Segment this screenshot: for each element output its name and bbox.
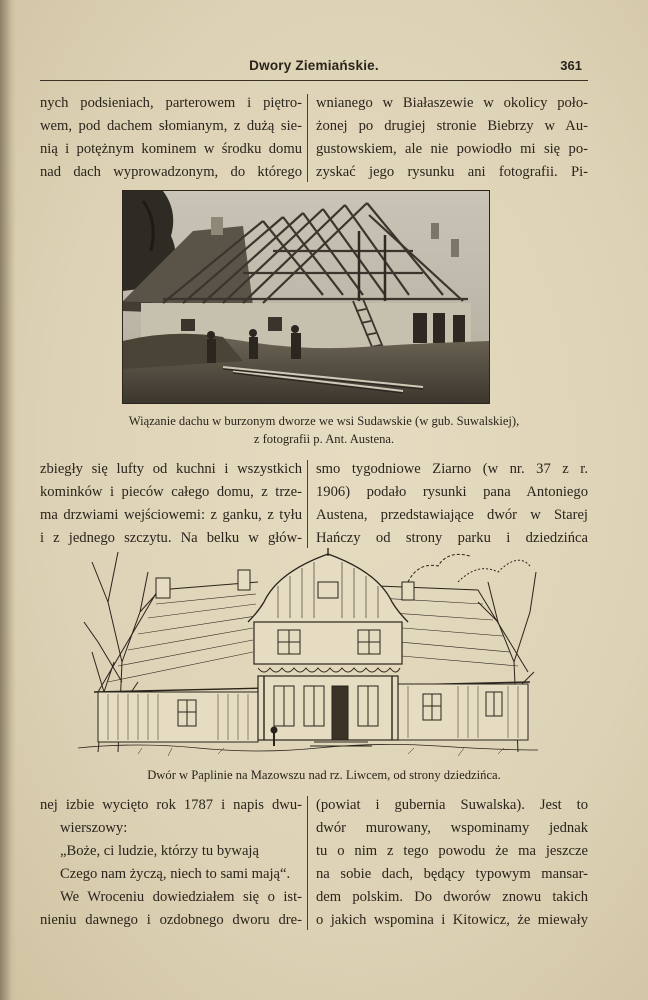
text-line: nych podsieniach, parterowem i piętro- — [40, 95, 302, 111]
text-line: Austena, przedstawiające dwór w Starej — [316, 507, 588, 523]
engraving-manor-house — [78, 542, 538, 762]
column-divider — [307, 460, 308, 548]
caption-line: Wiązanie dachu w burzonym dworze we wsi Sudawskie (w gub. Suwalskiej), — [128, 414, 520, 428]
page-gutter-shadow — [0, 0, 16, 1000]
text-line: dwór murowany, wspominamy jednak — [316, 820, 588, 836]
text-line: nad dach wyprowadzonym, do którego — [40, 164, 302, 180]
text-line: smo tygodniowe Ziarno (w nr. 37 z r. — [316, 461, 588, 477]
text-line: nią i potężnym kominem w środku domu — [40, 141, 302, 157]
running-head — [40, 56, 588, 81]
photograph-caption — [60, 412, 588, 448]
text-line: żonej po drugiej stronie Biebrzy w Au- — [316, 118, 588, 134]
text-line: nej izbie wycięto rok 1787 i napis dwu- — [40, 797, 302, 813]
text-line: We Wroceniu dowiedziałem się o ist- — [60, 889, 302, 905]
verse-line: Czego nam życzą, niech to sami mają“. — [60, 866, 291, 882]
text-line: 1906) podało rysunki pana Antoniego — [316, 484, 588, 500]
section1-left-column — [40, 92, 302, 184]
text-line: na sobie dach, będący typowym mansar- — [316, 866, 588, 882]
section3-right-column — [316, 794, 588, 932]
text-line: gustowskiem, ale nie powiodło mi się po- — [316, 141, 588, 157]
column-divider — [307, 94, 308, 182]
photograph-roof-truss — [122, 190, 490, 404]
page-number: 361 — [560, 58, 582, 73]
section1-right-column — [316, 92, 588, 184]
engraving-caption — [60, 766, 588, 784]
running-title: Dwory Ziemiańskie. — [249, 58, 379, 73]
text-line: wierszowy: — [60, 820, 128, 836]
section2-right-column — [316, 458, 588, 550]
text-line: (powiat i gubernia Suwalska). Jest to — [316, 797, 588, 813]
text-line: zbiegły się lufty od kuchni i wszystkich — [40, 461, 302, 477]
verse-line: „Boże, ci ludzie, którzy tu bywają — [60, 843, 259, 859]
text-line: dem polskim. Do dworów znowu takich — [316, 889, 588, 905]
text-line: wem, pod dachem słomianym, z dużą sie- — [40, 118, 302, 134]
text-line: wnianego w Białaszewie w okolicy poło- — [316, 95, 588, 111]
text-line: nieniu dawnego i ozdobnego dworu dre- — [40, 912, 302, 928]
text-line: zyskać jego rysunku ani fotografii. Pi- — [316, 164, 588, 180]
text-line: o jakich wspomina i Kitowicz, że miewały — [316, 912, 588, 928]
text-line: Hańczy od strony parku i dziedzińca — [316, 530, 588, 546]
section3-left-column — [40, 794, 302, 932]
engraving-manor-house-image — [78, 542, 538, 762]
text-line: ma drzwiami wejściowemi: z ganku, z tyłu — [40, 507, 302, 523]
caption-line: z fotografii p. Ant. Austena. — [253, 432, 395, 446]
photograph-roof-truss-image — [123, 191, 489, 403]
section2-left-column — [40, 458, 302, 550]
text-line: kominków i pieców całego domu, z trze- — [40, 484, 302, 500]
caption-line: Dwór w Paplinie na Mazowszu nad rz. Liwcem, od strony dziedzińca. — [147, 768, 501, 782]
text-line: i z jednego szczytu. Na belku w głów- — [40, 530, 302, 546]
column-divider — [307, 796, 308, 930]
text-line: tu o nim z tego powodu że ma jeszcze — [316, 843, 588, 859]
